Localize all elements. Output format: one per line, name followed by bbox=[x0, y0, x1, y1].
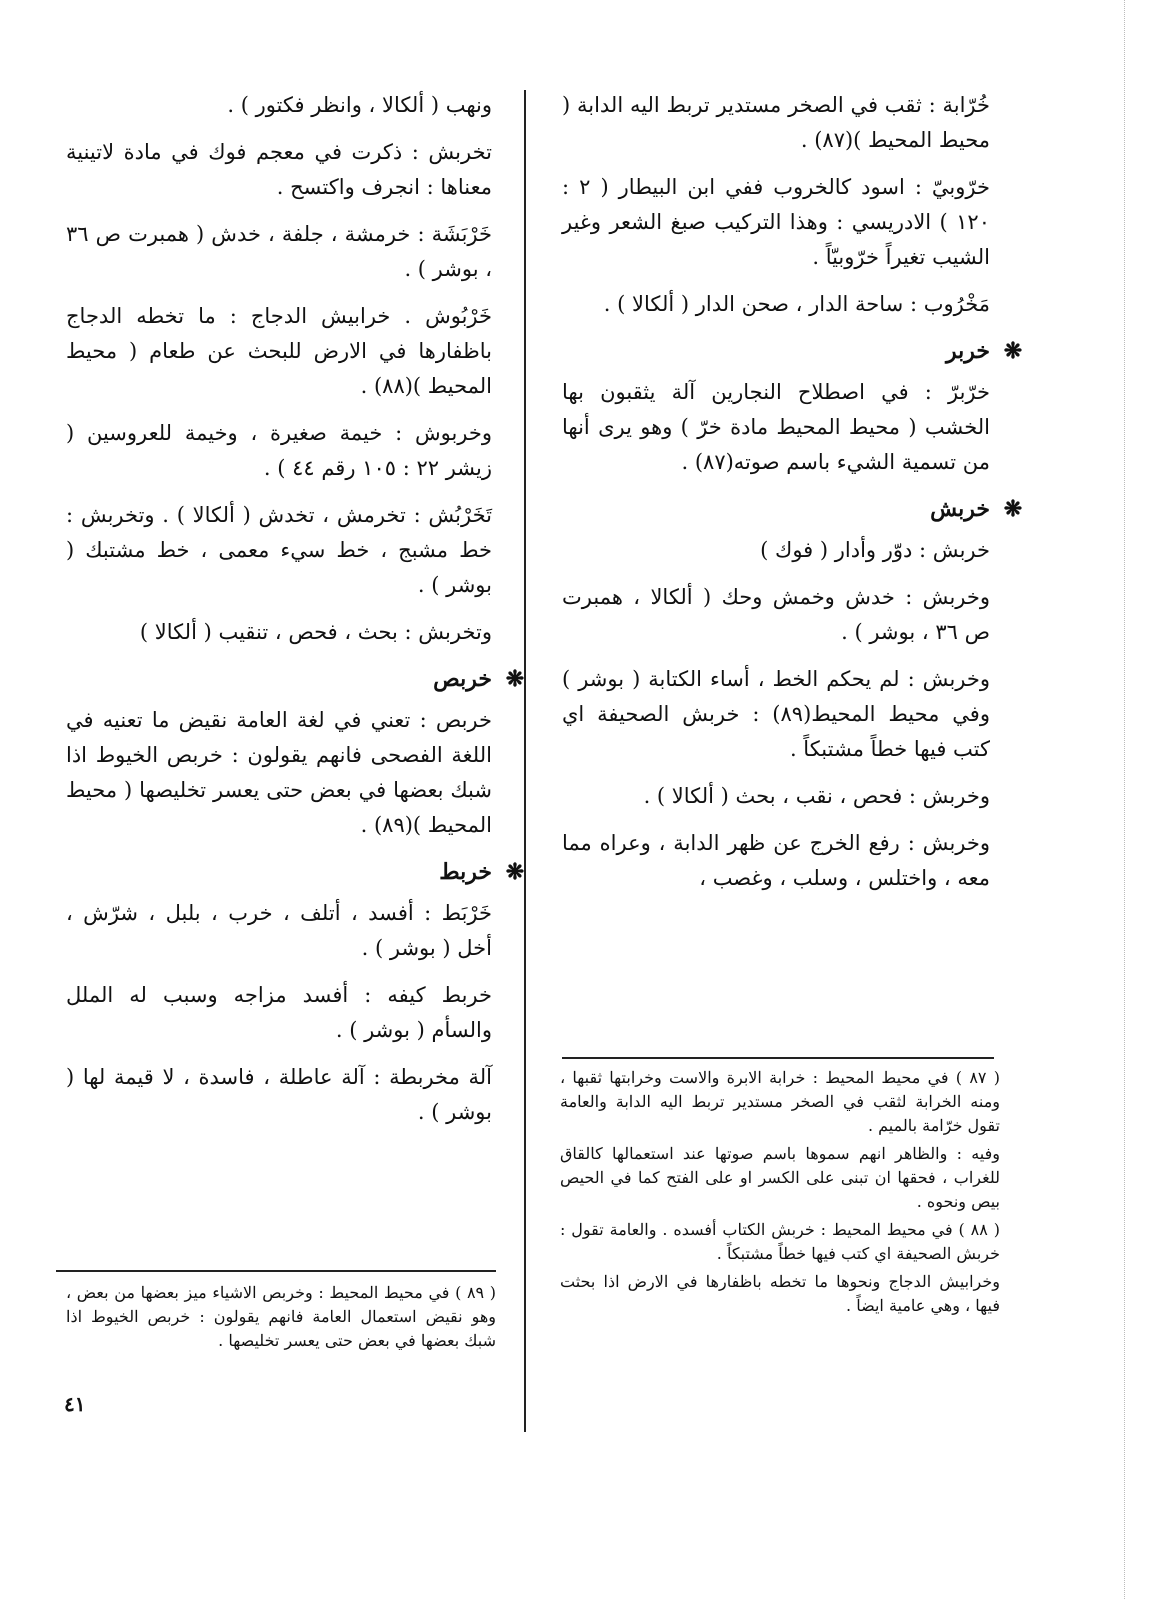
entry-kharbash-5: وخربش : رفع الخرج عن ظهر الدابة ، وعراه مما معه ، واختلس ، وسلب ، وغصب ، bbox=[562, 831, 990, 890]
asterisk-icon: ❋ bbox=[1003, 338, 1023, 364]
footnote-87: ( ٨٧ ) في محيط المحيط : خرابة الابرة والاست وخرابتها ثقبها ، ومنه الخرابة لثقب في الصخر مستدير تربط اليه الدابة والعامة تقول خرّامة بالميم . bbox=[560, 1068, 1000, 1135]
footnote-rule-right bbox=[562, 1057, 994, 1059]
entry-kharbasha: خَرْبَشَة : خرمشة ، جلفة ، خدش ( همبرت ص ٣٦ ، بوشر ) . bbox=[66, 222, 492, 281]
footnotes-right bbox=[560, 1066, 1000, 1322]
entry-kharbush-2: وخربوش : خيمة صغيرة ، وخيمة للعروسين ( زيشر ٢٢ : ١٠٥ رقم ٤٤ ) . bbox=[66, 421, 492, 480]
footnote-87-cont: وفيه : والظاهر انهم سموها باسم صوتها عند استعمالها كالقاق للغراب ، فحقها ان تبنى على الكسر او على الفتح كما في الحيص بيص ونحوه . bbox=[560, 1144, 1000, 1211]
right-column bbox=[562, 88, 1023, 908]
footnote-88: ( ٨٨ ) في محيط المحيط : خربش الكتاب أفسده . والعامة تقول : خربش الصحيفة اي كتب فيها خطاً مشتبكاً . bbox=[560, 1220, 1001, 1263]
headword-kharbat bbox=[66, 855, 525, 890]
footnote-89: ( ٨٩ ) في محيط المحيط : وخربص الاشياء ميز بعضها من بعض ، وهو نقيض استعمال العامة فانهم يقولون : خربص الخيوط اذا شبك بعضها في بعض حتى يعسر تخليصها . bbox=[66, 1283, 497, 1350]
entry-kharbat-1: خَرْبَط : أفسد ، أتلف ، خرب ، بلبل ، شرّش ، أخل ( بوشر ) . bbox=[66, 901, 492, 960]
entry-khurraba: خُرّابة : ثقب في الصخر مستدير تربط اليه الدابة ( محيط المحيط )(٨٧) . bbox=[562, 93, 990, 152]
entry-makhrub: مَخْرُوب : ساحة الدار ، صحن الدار ( ألكالا ) . bbox=[603, 292, 990, 316]
headword-kharbas bbox=[66, 662, 525, 697]
entry-continuation: ونهب ( ألكالا ، وانظر فكتور ) . bbox=[227, 93, 492, 117]
headword-text: خربر bbox=[946, 338, 990, 364]
headword-kharbash bbox=[562, 492, 1023, 527]
entry-kharbas: خربص : تعني في لغة العامة نقيض ما تعنيه في اللغة الفصحى فانهم يقولون : خربص الخيوط اذا شبك بعضها في بعض حتى يعسر تخليصها ( محيط المحيط )(٨٩) . bbox=[66, 708, 492, 837]
entry-kharbash-1: خربش : دوّر وأدار ( فوك ) bbox=[760, 538, 990, 562]
page-number: ٤١ bbox=[64, 1392, 86, 1416]
entry-takharbush-2: وتخربش : بحث ، فحص ، تنقيب ( ألكالا ) bbox=[139, 620, 492, 644]
left-column bbox=[66, 88, 525, 1142]
footnote-rule-left bbox=[56, 1270, 496, 1272]
asterisk-icon: ❋ bbox=[1003, 496, 1023, 522]
entry-kharrubi: خرّوبيّ : اسود كالخروب ففي ابن البيطار ( ٢ : ١٢٠ ) الادريسي : وهذا التركيب صبغ الشعر وغير الشيب تغيراً خرّوبيّاً . bbox=[562, 175, 990, 269]
entry-takharbash: تخربش : ذكرت في معجم فوك في مادة لاتينية معناها : انجرف واكتسح . bbox=[66, 140, 492, 199]
headword-kharbar bbox=[562, 334, 1023, 369]
entry-kharbat-2: خربط كيفه : أفسد مزاجه وسبب له الملل والسأم ( بوشر ) . bbox=[66, 983, 492, 1042]
asterisk-icon: ❋ bbox=[505, 859, 525, 885]
headword-text: خربص bbox=[433, 666, 492, 692]
asterisk-icon: ❋ bbox=[505, 666, 525, 692]
headword-text: خربش bbox=[930, 496, 990, 522]
entry-kharbar: خرّبرّ : في اصطلاح النجارين آلة يثقبون بها الخشب ( محيط المحيط مادة خرّ ) وهو يرى أنها من تسمية الشيء باسم صوته(٨٧) . bbox=[562, 380, 990, 474]
entry-kharbat-3: آلة مخربطة : آلة عاطلة ، فاسدة ، لا قيمة لها ( بوشر ) . bbox=[66, 1065, 492, 1124]
footnotes-left bbox=[66, 1281, 496, 1357]
entry-kharbush: خَرْبُوش . خرابيش الدجاج : ما تخطه الدجاج باظفارها في الارض للبحث عن طعام ( محيط المحيط )(٨٨) . bbox=[66, 304, 492, 398]
entry-kharbash-2: وخربش : خدش وخمش وحك ( ألكالا ، همبرت ص ٣٦ ، بوشر ) . bbox=[562, 585, 990, 644]
footnote-88-cont: وخرابيش الدجاج ونحوها ما تخطه باظفارها في الارض اذا بحثت فيها ، وهي عامية ايضاً . bbox=[560, 1272, 1000, 1315]
page-edge bbox=[1124, 0, 1126, 1599]
entry-kharbash-4: وخربش : فحص ، نقب ، بحث ( ألكالا ) . bbox=[643, 784, 990, 808]
headword-text: خربط bbox=[439, 859, 492, 885]
entry-kharbash-3: وخربش : لم يحكم الخط ، أساء الكتابة ( بوشر ) وفي محيط المحيط(٨٩) : خربش الصحيفة اي كتب فيها خطاً مشتبكاً . bbox=[562, 667, 990, 761]
entry-takharbush: تَخَرْبُش : تخرمش ، تخدش ( ألكالا ) . وتخربش : خط مشبج ، خط سيء معمى ، خط مشتبك ( بوشر ) . bbox=[66, 503, 492, 597]
column-divider bbox=[524, 90, 526, 1432]
